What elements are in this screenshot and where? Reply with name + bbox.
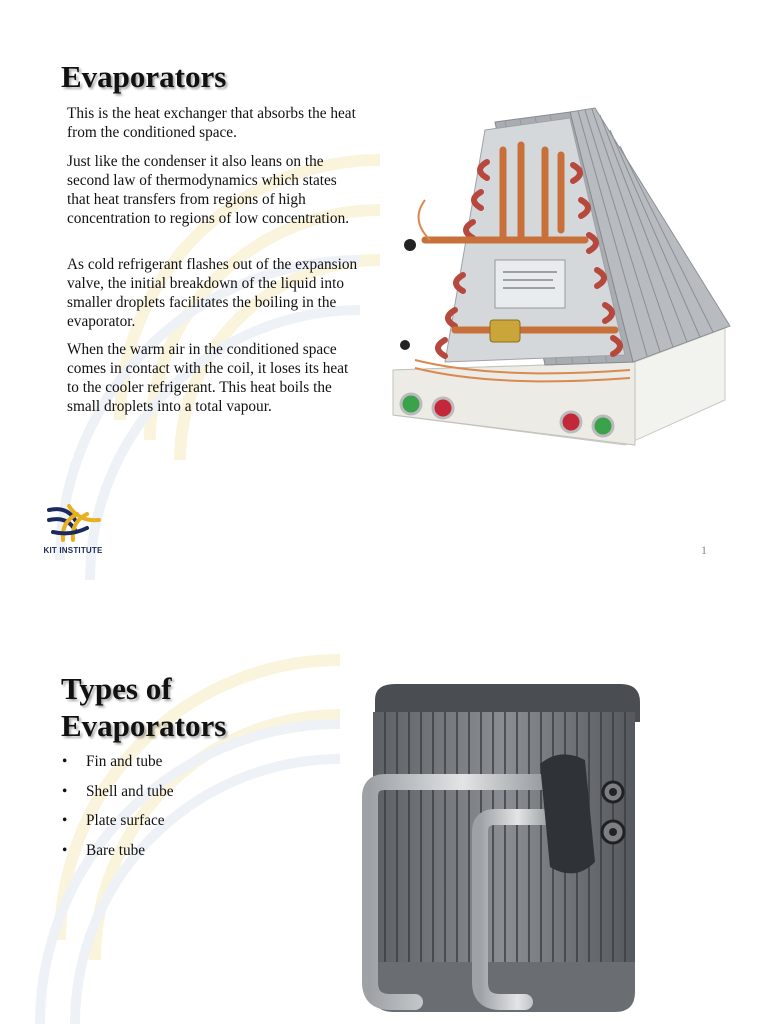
bullet-icon: • — [62, 841, 68, 859]
list-item-text: Bare tube — [86, 841, 146, 859]
list-item-text: Shell and tube — [86, 782, 174, 800]
bullet-icon: • — [62, 812, 68, 829]
logo-mark-icon — [33, 500, 113, 546]
automotive-evaporator-image — [355, 682, 645, 1024]
list-item — [62, 752, 174, 771]
kit-institute-logo — [33, 500, 113, 560]
paragraph-1: This is the heat exchanger that absorbs the heat from the conditioned space. — [67, 105, 356, 141]
slide-title: Types of Evaporators — [61, 671, 227, 743]
list-item-text: Plate surface — [86, 812, 165, 829]
paragraph-3: As cold refrigerant flashes out of the expansion valve, the initial breakdown of the liquid into smaller droplets facilitates the boiling in the evaporator. — [67, 256, 358, 330]
paragraph-4: When the warm air in the conditioned space comes in contact with the coil, it loses its heat to the cooler refrigerant. This heat boils the small droplets into a total vapour. — [67, 341, 349, 415]
list-item — [62, 782, 174, 801]
list-item — [62, 841, 174, 860]
a-coil-evaporator-image — [385, 100, 735, 450]
bullet-icon: • — [62, 753, 68, 770]
bullet-icon: • — [62, 782, 68, 800]
page-number: 1 — [701, 543, 707, 557]
list-item — [62, 811, 174, 830]
evaporator-types-list — [62, 752, 174, 870]
slide-title: Evaporators — [61, 59, 227, 94]
list-item-text: Fin and tube — [86, 753, 163, 770]
slide-types-of-evaporators — [0, 640, 768, 1024]
logo-text: KIT INSTITUTE — [43, 546, 103, 555]
paragraph-2: Just like the condenser it also leans on the second law of thermodynamics which states that heat transfers from regions of high concentration to regions of low concentration. — [67, 153, 350, 227]
